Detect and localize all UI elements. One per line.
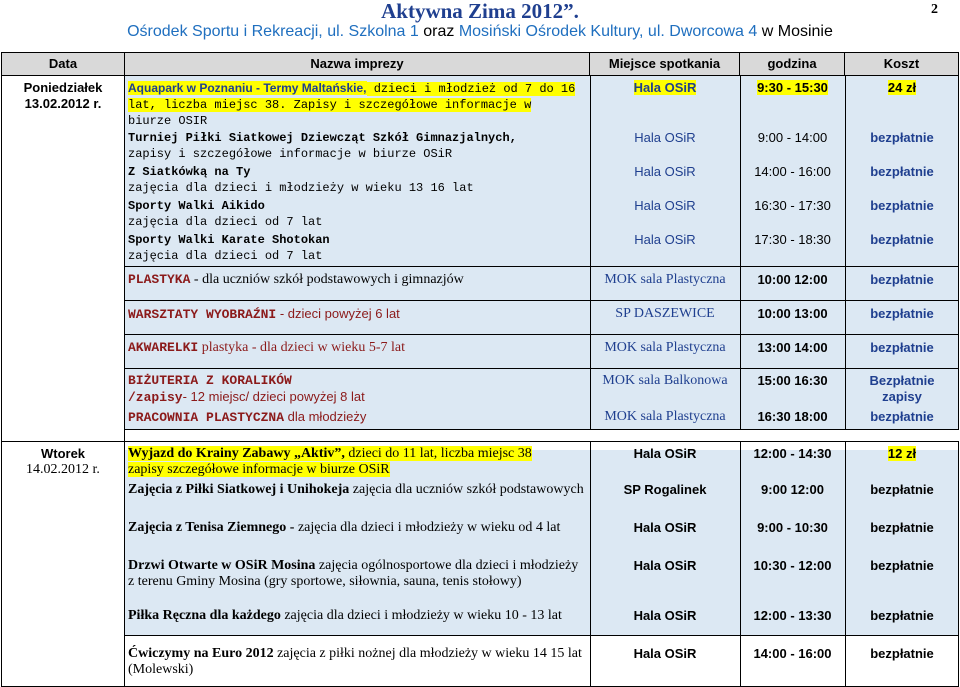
event-time: 10:00 12:00 <box>757 272 828 287</box>
column-header-time: godzina <box>740 53 845 76</box>
event-title: Drzwi Otwarte w OSiR Mosina <box>128 558 316 573</box>
subtitle-osir: Ośrodek Sportu i Rekreacji, ul. Szkolna 1 <box>127 23 419 40</box>
event-place: MOK sala Balkonowa <box>602 373 728 388</box>
column-header-name: Nazwa imprezy <box>125 53 590 76</box>
event-time: 14:00 - 16:00 <box>753 646 832 661</box>
event-details: dzieci i młodzież od 7 do 16 lat, liczba miejsc 38. Zapisy i szczegółowe informacje w <box>128 82 576 112</box>
event-time: 9:00 12:00 <box>761 482 824 497</box>
event-details: zapisy i szczegółowe informacje w biurze OSiR <box>128 147 453 161</box>
event-place: MOK sala Plastyczna <box>604 340 726 355</box>
column-divider <box>845 442 846 686</box>
column-divider <box>740 442 741 686</box>
event-details: zajęcia z piłki nożnej dla młodzieży w wieku 14 15 lat (Molewski) <box>128 646 582 677</box>
column-divider <box>590 442 591 686</box>
row-divider <box>125 334 959 335</box>
event-description <box>128 608 586 624</box>
event-row <box>125 409 959 429</box>
event-row <box>125 482 959 518</box>
event-title: Zajęcia z Piłki Siatkowej i Unihokeja <box>128 482 350 497</box>
event-place: Hala OSiR <box>633 646 697 661</box>
event-place: Hala OSiR <box>633 80 697 95</box>
event-row <box>125 198 959 232</box>
event-title: Sporty Walki Aikido <box>128 199 265 213</box>
event-row <box>125 373 959 409</box>
day-date: 13.02.2012 r. <box>24 96 102 111</box>
column-divider <box>845 76 846 429</box>
event-title: PLASTYKA <box>128 272 191 287</box>
event-cost: bezpłatnie <box>870 409 934 424</box>
event-title: Wyjazd do Krainy Zabawy „Aktiv”, <box>128 446 345 461</box>
event-title: Turniej Piłki Siatkowej Dziewcząt Szkół Gimnazjalnych, <box>128 131 517 145</box>
row-divider <box>125 368 959 369</box>
event-cost: bezpłatnie <box>870 232 934 247</box>
row-divider <box>125 300 959 301</box>
event-time: 14:00 - 16:00 <box>754 164 831 179</box>
event-details-cont: zapisy szczegółowe informacje w biurze OSiR <box>128 462 390 477</box>
event-time: 16:30 18:00 <box>757 409 828 424</box>
event-cost: bezpłatnie <box>870 520 934 535</box>
event-place: Hala OSiR <box>634 232 696 247</box>
event-cost: bezpłatnie <box>870 272 934 287</box>
event-cost <box>845 373 959 405</box>
page-subtitle <box>0 22 960 42</box>
day-date: 14.02.2012 r. <box>26 462 100 477</box>
event-cost: bezpłatnie <box>870 340 934 355</box>
event-details: - dzieci powyżej 6 lat <box>276 306 400 321</box>
event-title: Ćwiczymy na Euro 2012 <box>128 646 274 661</box>
event-row <box>125 272 959 300</box>
event-time: 9:30 - 15:30 <box>757 80 828 95</box>
event-row <box>125 80 959 130</box>
event-details: zajęcia dla dzieci i młodzieży w wieku 10 - 13 lat <box>280 608 562 623</box>
column-divider <box>740 76 741 429</box>
event-details: zajęcia dla dzieci od 7 lat <box>128 215 323 229</box>
subtitle-and: oraz <box>423 23 455 40</box>
event-title: Zajęcia z Tenisa Ziemnego - <box>128 520 295 535</box>
event-time: 13:00 14:00 <box>757 340 828 355</box>
event-place: Hala OSiR <box>633 558 697 573</box>
event-details: - dla uczniów szkół podstawowych i gimnazjów <box>190 272 464 287</box>
column-header-place: Miejsce spotkania <box>590 53 740 76</box>
event-row <box>125 446 959 482</box>
event-description <box>128 558 586 590</box>
table-row <box>2 442 959 687</box>
event-cost-line2: zapisy <box>882 389 922 404</box>
table-header-row <box>2 53 959 76</box>
event-title: BIŻUTERIA Z KORALIKÓW <box>128 373 292 388</box>
day-name: Poniedziałek <box>23 80 103 95</box>
subtitle-mok: Mosiński Ośrodek Kultury, ul. Dworcowa 4 <box>458 23 758 40</box>
event-row <box>125 232 959 266</box>
event-description <box>128 373 583 406</box>
event-row <box>125 520 959 556</box>
event-details: zajęcia ogólnosportowe dla dzieci i młodzieży z terenu Gminy Mosina (gry sportowe, siłownia, sauna, tenis stołowy) <box>128 558 579 589</box>
event-title: Z Siatkówką na Ty <box>128 165 251 179</box>
event-cost: 12 zł <box>887 446 917 461</box>
event-place: Hala OSiR <box>633 608 697 623</box>
event-description <box>128 409 583 426</box>
event-time: 10:00 13:00 <box>757 306 828 321</box>
page-title: Aktywna Zima 2012”. <box>381 0 579 23</box>
page-number: 2 <box>931 2 938 17</box>
event-place: MOK sala Plastyczna <box>604 409 726 424</box>
event-time: 12:00 - 14:30 <box>753 446 832 461</box>
event-details: dla młodzieży <box>284 409 367 424</box>
event-cost: 24 zł <box>887 80 917 95</box>
event-time: 12:00 - 13:30 <box>753 608 832 623</box>
event-subtitle: /zapisy <box>128 390 183 405</box>
event-row <box>125 164 959 198</box>
event-description <box>128 646 586 678</box>
event-cost: bezpłatnie <box>870 164 934 179</box>
event-place: Hala OSiR <box>633 520 697 535</box>
subtitle-city: w Mosinie <box>761 23 833 40</box>
event-place: Hala OSiR <box>634 130 696 145</box>
events-cell-tuesday <box>125 442 959 687</box>
event-title: WARSZTATY WYOBRAŹNI <box>128 307 277 322</box>
event-place: SP Rogalinek <box>623 482 707 497</box>
event-cost: bezpłatnie <box>870 482 934 497</box>
event-description <box>128 520 586 536</box>
event-time: 9:00 - 10:30 <box>757 520 828 535</box>
event-description <box>128 272 583 288</box>
event-title: Piłka Ręczna dla każdego <box>128 608 281 623</box>
event-details: - 12 miejsc/ dzieci powyżej 8 lat <box>182 389 365 404</box>
event-description <box>128 482 586 498</box>
event-details: zajęcia dla uczniów szkół podstawowych <box>349 482 584 497</box>
event-place: MOK sala Plastyczna <box>604 272 726 287</box>
event-description <box>128 306 583 323</box>
event-title: AKWARELKI <box>128 340 199 355</box>
row-divider <box>125 266 959 267</box>
event-details: zajęcia dla dzieci i młodzieży w wieku od 4 lat <box>294 520 561 535</box>
schedule-table-tuesday <box>1 441 959 687</box>
column-header-date: Data <box>2 53 125 76</box>
event-description <box>128 232 583 264</box>
column-divider <box>590 76 591 429</box>
event-description <box>128 340 583 356</box>
event-cost: bezpłatnie <box>870 558 934 573</box>
event-details: zajęcia dla dzieci i młodzieży w wieku 13 16 lat <box>128 181 474 195</box>
event-place: SP DASZEWICE <box>615 306 715 321</box>
event-time: 15:00 16:30 <box>757 373 828 388</box>
event-row <box>125 340 959 368</box>
day-name: Wtorek <box>40 446 86 461</box>
event-row <box>125 306 959 334</box>
event-details-cont: biurze OSIR <box>128 114 208 128</box>
event-details: plastyka - dla dzieci w wieku 5-7 lat <box>198 340 406 355</box>
event-description <box>128 130 583 162</box>
event-row <box>125 646 959 682</box>
event-title: Sporty Walki Karate Shotokan <box>128 233 330 247</box>
event-time: 10:30 - 12:00 <box>753 558 832 573</box>
event-cost: bezpłatnie <box>870 646 934 661</box>
event-cost: bezpłatnie <box>870 608 934 623</box>
event-details: dzieci do 11 lat, liczba miejsc 38 <box>344 446 532 461</box>
event-description <box>128 446 590 478</box>
event-description <box>128 198 583 230</box>
event-time: 16:30 - 17:30 <box>754 198 831 213</box>
day-cell-tuesday <box>2 442 125 687</box>
event-cost: bezpłatnie <box>870 198 934 213</box>
event-row <box>125 558 959 612</box>
event-details: zajęcia dla dzieci od 7 lat <box>128 249 323 263</box>
event-description <box>128 80 583 129</box>
event-cost: bezpłatnie <box>870 130 934 145</box>
event-time: 9:00 - 14:00 <box>757 130 828 145</box>
event-description <box>128 164 583 196</box>
event-place: Hala OSiR <box>634 198 696 213</box>
event-place: Hala OSiR <box>634 164 696 179</box>
event-time: 17:30 - 18:30 <box>754 232 831 247</box>
event-cost: bezpłatnie <box>870 306 934 321</box>
event-place: Hala OSiR <box>633 446 697 461</box>
column-header-cost: Koszt <box>845 53 959 76</box>
event-cost-line1: Bezpłatnie <box>869 373 935 388</box>
event-row <box>125 608 959 644</box>
event-title: Aquapark w Poznaniu - Termy Maltańskie, <box>128 81 367 95</box>
event-title: PRACOWNIA PLASTYCZNA <box>128 410 285 425</box>
event-row <box>125 130 959 164</box>
